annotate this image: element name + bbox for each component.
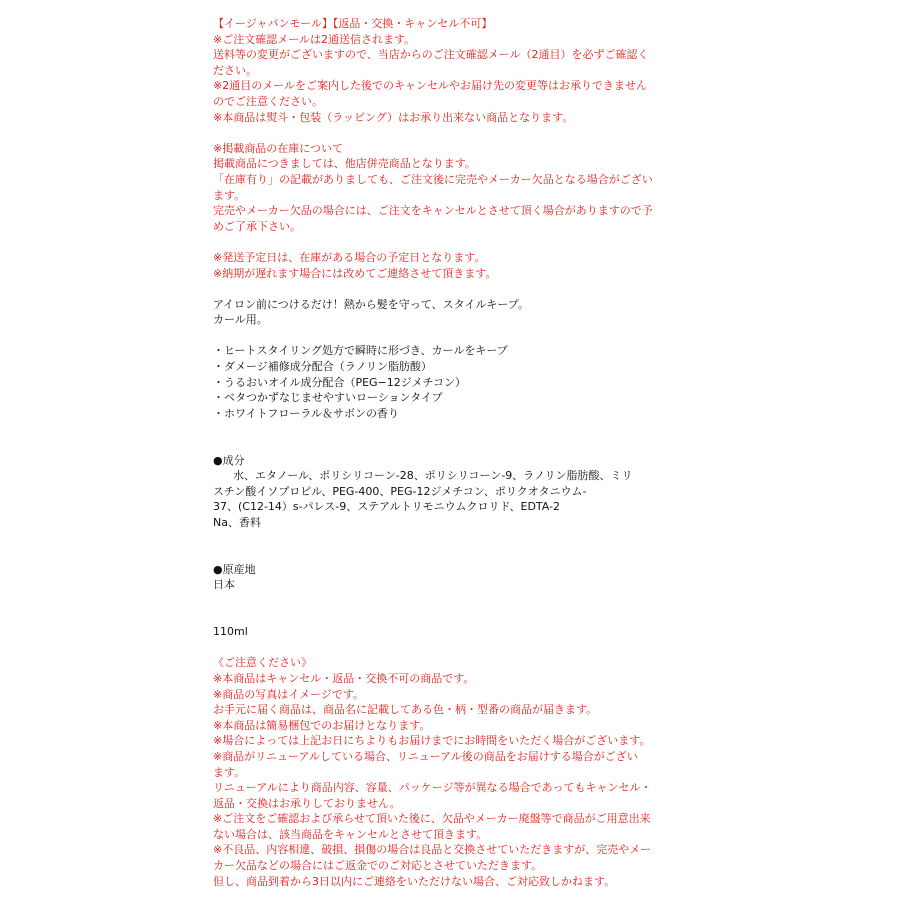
caution-line: ない場合は、該当商品をキャンセルとさせて頂きます。 (213, 827, 488, 841)
notice-line: ださい。 (213, 63, 257, 77)
caution-line: ※本商品はキャンセル・返品・交換不可の商品です。 (213, 671, 475, 685)
product-description (213, 16, 673, 889)
notice-line: のでご注意ください。 (213, 94, 323, 108)
intro-line: カール用。 (213, 313, 268, 327)
caution-line: リニューアルにより商品内容、容量、パッケージ等が異なる場合であってもキャンセル・ (213, 781, 652, 795)
ingredients-line: スチン酸イソプロピル、PEG-400、PEG-12ジメチコン、ポリクオタニウム- (213, 484, 587, 498)
ingredients-line: Na、香料 (213, 516, 261, 529)
ingredients-line: 水、エタノール、ポリシリコーン-28、ポリシリコーン-9、ラノリン脂肪酸、ミリ (233, 469, 633, 483)
caution-line: ます。 (213, 765, 246, 779)
notice-line: ※2通目のメールをご案内した後でのキャンセルやお届け先の変更等はお承りできません (213, 79, 647, 93)
caution-line: 返品・交換はお承りしておりません。 (213, 796, 401, 810)
intro-line: アイロン前につけるだけ！熱から髪を守って、スタイルキープ。 (213, 297, 529, 311)
ingredients-line: 37、(C12-14）s-パレス-9、ステアルトリモニウムクロリド、EDTA-2 (213, 500, 561, 514)
notice-line: 完売やメーカー欠品の場合には、ご注文をキャンセルとさせて頂く場合がありますので予 (213, 204, 653, 218)
ingredients-section (213, 453, 673, 531)
ingredients-heading: ●成分 (213, 453, 245, 467)
volume: 110ml (213, 625, 248, 639)
notice-line: 【イージャパンモール】【返品・交換・キャンセル不可】 (213, 17, 493, 30)
caution-line: 《ご注意ください》 (213, 656, 312, 670)
caution-line: 但し、商品到着から3日以内にご連絡をいただけない場合、ご対応致しかねます。 (213, 874, 616, 888)
caution-line: ※商品の写真はイメージです。 (213, 687, 365, 701)
origin-heading: ●原産地 (213, 562, 256, 576)
caution-line: ※不良品、内容相違、破損、損傷の場合は良品と交換させていただきますが、完売やメー (213, 843, 652, 857)
feature-item: ・ヒートスタイリング処方で瞬時に形づき、カールをキープ (213, 344, 508, 358)
caution-line: お手元に届く商品は、商品名に記載してある色・柄・型番の商品が届きます。 (213, 703, 598, 717)
notice-line: ※掲載商品の在庫について (213, 141, 343, 155)
feature-item: ・うるおいオイル成分配合（PEG−12ジメチコン） (213, 375, 466, 389)
origin-section (213, 562, 673, 593)
caution-line: カー欠品などの場合にはご返金でのご対応とさせていただきます。 (213, 859, 543, 873)
origin-value: 日本 (213, 578, 235, 592)
header-notice (213, 16, 673, 125)
shipping-notice (213, 250, 673, 281)
notice-line: めご了承下さい。 (213, 219, 301, 233)
notice-line: 掲載商品につきましては、他店併売商品となります。 (213, 157, 476, 171)
notice-line: ます。 (213, 188, 246, 202)
feature-item: ・ダメージ補修成分配合（ラノリン脂肪酸） (213, 360, 433, 374)
stock-notice (213, 141, 673, 235)
notice-line: ※納期が遅れます場合には改めてご連絡させて頂きます。 (213, 266, 497, 280)
notice-line: 「在庫有り」の記載がありましても、ご注文後に完売やメーカー欠品となる場合がござい (213, 172, 653, 186)
product-intro (213, 297, 673, 328)
caution-line: ※本商品は簡易梱包でのお届けとなります。 (213, 718, 431, 732)
feature-list (213, 343, 673, 421)
caution-line: ※商品がリニューアルしている場合、リニューアル後の商品をお届けする場合がござい (213, 749, 638, 763)
caution-notice (213, 655, 673, 889)
caution-line: ※場合によっては上記お日にちよりもお届けまでにお時間をいただく場合がございます。 (213, 734, 651, 748)
notice-line: ※ご注文確認メールは2通送信されます。 (213, 32, 416, 46)
notice-line: ※本商品は熨斗・包装（ラッピング）はお承り出来ない商品となります。 (213, 110, 574, 124)
notice-line: 送料等の変更がございますので、当店からのご注文確認メール（2通目）を必ずご確認く (213, 48, 649, 62)
feature-item: ・ホワイトフローラル＆サボンの香り (213, 406, 400, 420)
feature-item: ・ベタつかずなじませやすいローションタイプ (213, 391, 443, 405)
notice-line: ※発送予定日は、在庫がある場合の予定日となります。 (213, 250, 486, 264)
caution-line: ※ご注文をご確認および承らせて頂いた後に、欠品やメーカー廃盤等で商品がご用意出来 (213, 812, 651, 826)
